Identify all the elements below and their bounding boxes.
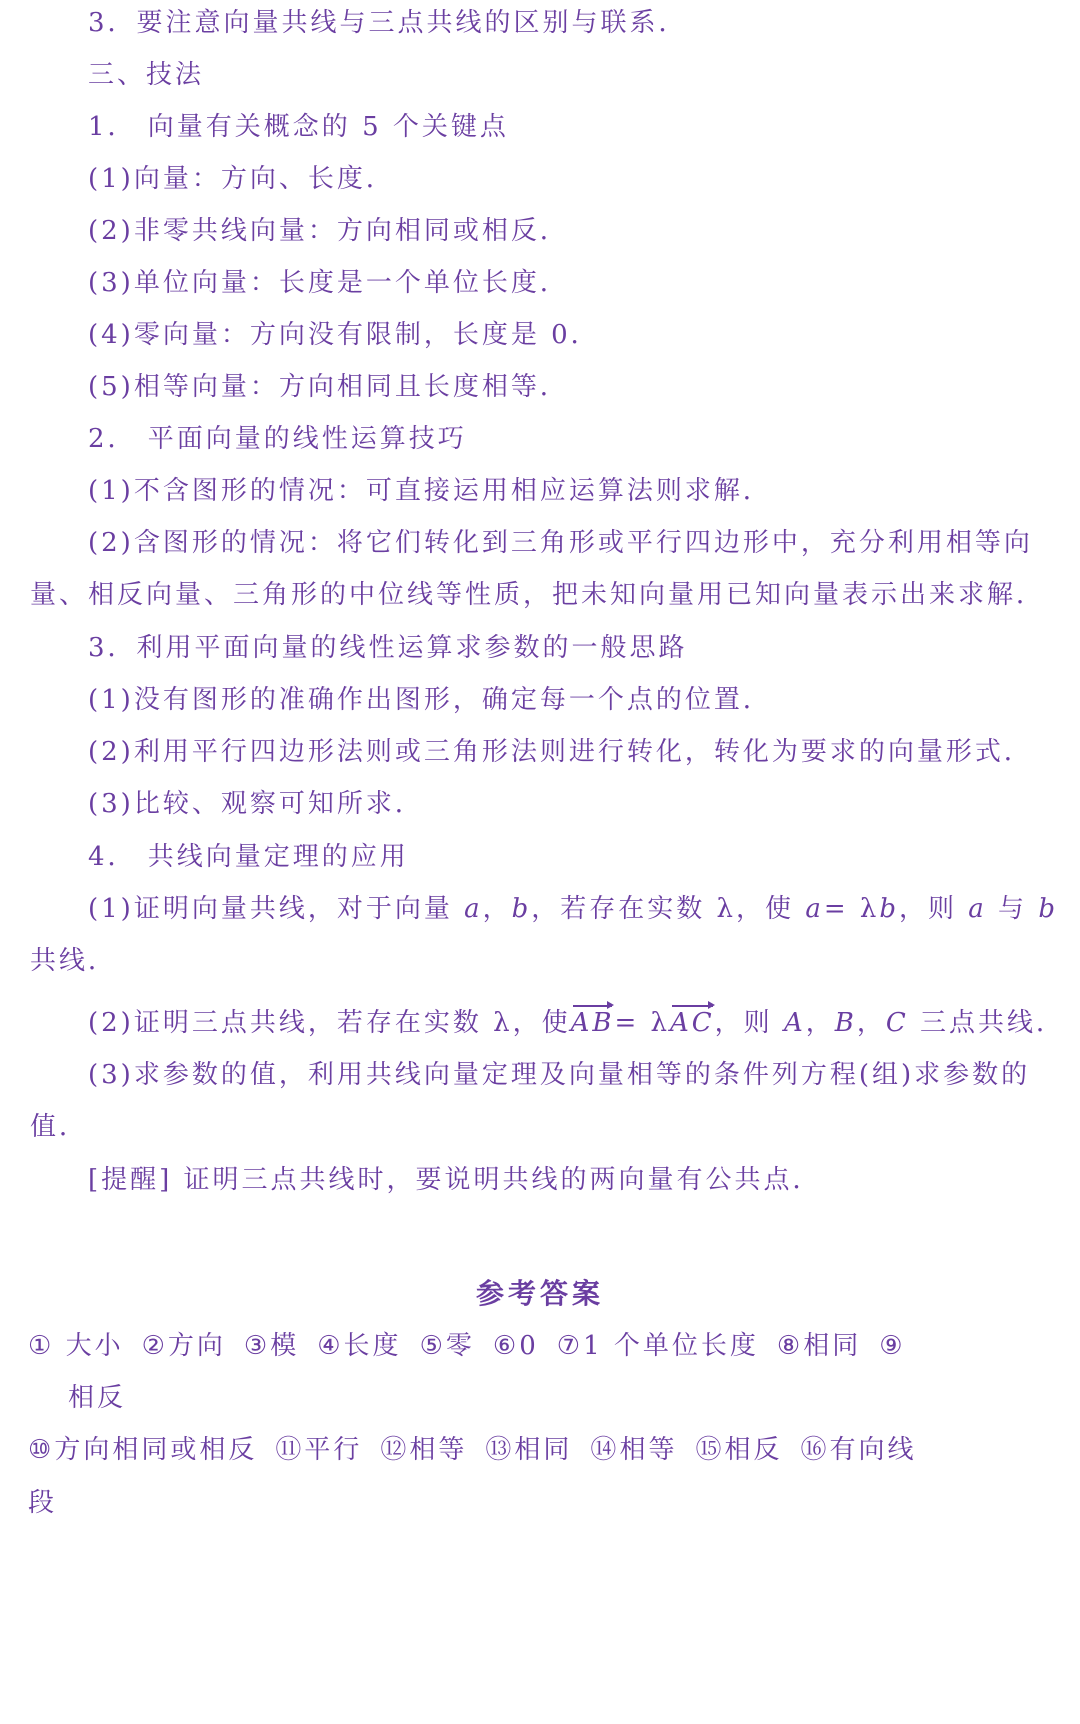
math-var: b [511, 894, 532, 924]
text-run: (2)证明三点共线，若存在实数 λ，使 [88, 1008, 571, 1038]
text-run: ，则 [714, 1008, 784, 1038]
text-run: (1)证明向量共线，对于向量 [88, 894, 465, 924]
answer-number: ⑮ [695, 1435, 725, 1465]
paragraph-line: 值． [30, 1112, 89, 1142]
paragraph-line: (1)向量：方向、长度． [88, 164, 395, 194]
paragraph-line: (3)单位向量：长度是一个单位长度． [88, 268, 569, 298]
math-var: a [464, 894, 483, 924]
paragraph-line [88, 1007, 1065, 1039]
text-run: = λ [614, 1008, 670, 1038]
math-var: b [879, 894, 900, 924]
answer-number: ⑭ [590, 1435, 620, 1465]
answer-text: 相等 [409, 1435, 468, 1465]
vector-AC: AC [670, 1008, 715, 1038]
answer-number: ⑬ [485, 1435, 515, 1465]
paragraph-line: (3)比较、观察可知所求． [88, 789, 424, 819]
paragraph-line: (5)相等向量：方向相同且长度相等． [88, 372, 569, 402]
answer-number: ⑨ [879, 1331, 906, 1361]
answer-item [380, 1434, 467, 1466]
answer-text: 大小 [54, 1331, 124, 1361]
answer-item [879, 1330, 905, 1362]
text-run: ，则 [899, 894, 969, 924]
math-var: a [805, 894, 824, 924]
answer-text: 方向 [167, 1331, 226, 1361]
text-run: ， [482, 894, 512, 924]
answer-number: ⑩ [28, 1435, 55, 1465]
text-run: ，若存在实数 λ，使 [531, 894, 806, 924]
answer-item [493, 1330, 539, 1362]
paragraph-line: 共线． [30, 946, 118, 976]
answer-number: ③ [243, 1331, 271, 1361]
answer-number: ⑤ [419, 1331, 446, 1361]
answers-title: 参考答案 [475, 1277, 604, 1310]
answer-number: ④ [317, 1331, 344, 1361]
paragraph-line: (2)非零共线向量：方向相同或相反． [88, 216, 569, 246]
paragraph-line: 量、相反向量、三角形的中位线等性质，把未知向量用已知向量表示出来求解． [30, 580, 1046, 610]
subsection-heading: 1． 向量有关概念的 5 个关键点 [88, 112, 509, 142]
answer-text: 有向线 [829, 1435, 917, 1465]
answers-row [28, 1330, 924, 1362]
answer-item [695, 1434, 782, 1466]
answer-item [590, 1434, 677, 1466]
answer-item [800, 1434, 916, 1466]
answer-item [317, 1330, 401, 1362]
paragraph-line: (4)零向量：方向没有限制，长度是 0． [88, 320, 600, 350]
paragraph-line: 3．要注意向量共线与三点共线的区别与联系． [88, 8, 688, 38]
answer-item [244, 1330, 299, 1362]
answer-item [28, 1434, 257, 1466]
paragraph-line: (1)不含图形的情况：可直接运用相应运算法则求解． [88, 476, 772, 506]
paragraph-line: (3)求参数的值，利用共线向量定理及向量相等的条件列方程(组)求参数的 [88, 1060, 1031, 1090]
answer-item [142, 1330, 226, 1362]
answer-number: ⑯ [800, 1435, 830, 1465]
answer-number: ⑦ [556, 1331, 584, 1361]
answer-text: 模 [270, 1331, 300, 1361]
answer-item [557, 1330, 759, 1362]
answer-number: ⑥ [492, 1331, 520, 1361]
answer-number: ⑫ [380, 1435, 410, 1465]
math-var: B [834, 1008, 857, 1038]
math-var: a [968, 894, 987, 924]
answer-text: 1 个单位长度 [583, 1331, 759, 1361]
answer-number: ① [28, 1331, 55, 1361]
answer-number: ⑪ [275, 1435, 305, 1465]
text-run: 三点共线． [908, 1008, 1066, 1038]
answer-text: 方向相同或相反 [54, 1435, 258, 1465]
answer-text: 0 [519, 1331, 539, 1361]
subsection-heading: 4． 共线向量定理的应用 [88, 842, 409, 872]
paragraph-line [88, 893, 1058, 925]
answer-text: 相同 [803, 1331, 862, 1361]
answer-item [777, 1330, 861, 1362]
text-run: 与 [986, 894, 1039, 924]
subsection-heading: 3．利用平面向量的线性运算求参数的一般思路 [88, 633, 688, 663]
answers-row-continued: 相反 [68, 1383, 127, 1413]
math-var: b [1038, 894, 1058, 924]
answer-text: 长度 [343, 1331, 402, 1361]
answer-text: 零 [445, 1331, 475, 1361]
answer-item [420, 1330, 475, 1362]
answer-number: ⑧ [776, 1331, 804, 1361]
answer-text: 相反 [724, 1435, 783, 1465]
paragraph-line: (2)利用平行四边形法则或三角形法则进行转化，转化为要求的向量形式． [88, 737, 1033, 767]
paragraph-line: (2)含图形的情况：将它们转化到三角形或平行四边形中，充分利用相等向 [88, 528, 1033, 558]
answer-number: ② [141, 1331, 168, 1361]
math-var: C [885, 1008, 909, 1038]
math-var: A [783, 1008, 806, 1038]
answer-item [275, 1434, 362, 1466]
vector-AB: AB [570, 1008, 615, 1038]
answer-text: 相同 [514, 1435, 573, 1465]
subsection-heading: 2． 平面向量的线性运算技巧 [88, 424, 467, 454]
text-run: ， [856, 1008, 886, 1038]
section-heading: 三、技法 [88, 60, 205, 90]
answer-text: 平行 [304, 1435, 363, 1465]
text-run: = λ [823, 894, 880, 924]
text-run: ， [805, 1008, 835, 1038]
answers-row [28, 1434, 935, 1466]
answer-item [485, 1434, 572, 1466]
answers-row-continued: 段 [28, 1488, 58, 1518]
paragraph-line: (1)没有图形的准确作出图形，确定每一个点的位置． [88, 685, 772, 715]
answer-text: 相等 [619, 1435, 678, 1465]
reminder-note: [提醒] 证明三点共线时，要说明共线的两向量有公共点． [88, 1165, 822, 1195]
answer-item [28, 1330, 124, 1362]
